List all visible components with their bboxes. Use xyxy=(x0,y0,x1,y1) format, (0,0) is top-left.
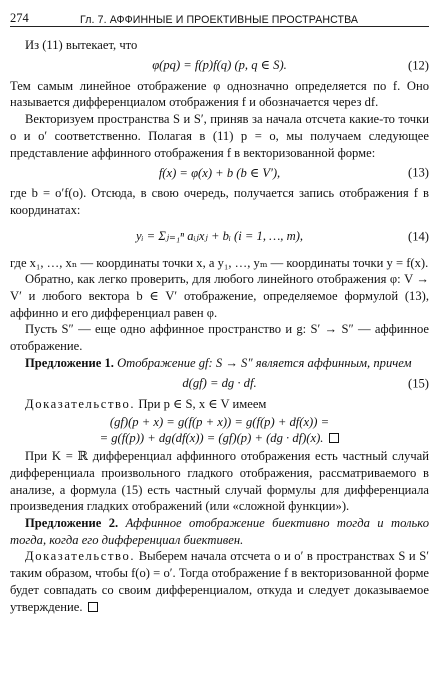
proposition-1-label: Предложение 1. xyxy=(25,355,114,370)
equation-13-number: (13) xyxy=(408,165,429,180)
qed-square-icon xyxy=(329,433,339,443)
converse-paragraph: Обратно, как легко проверить, для любого линейного отображения φ: V → V′ и любого вектора b ∈ V′ отображение, определяемое формулой (13), аффинно и его дифференциал равен φ. xyxy=(10,272,429,320)
proposition-1 xyxy=(10,355,429,372)
equation-15-body: d(gf) = dg · df. xyxy=(182,376,257,391)
equation-14 xyxy=(10,220,429,254)
equation-14-number: (14) xyxy=(408,229,429,244)
vectorize-paragraph: Векторизуем пространства S и S′, приняв за начала отсчета какие-то точки o и o′ соответственно. Полагая в (11) p = o, мы получаем следующее представление аффинного отображения f в векторизованной форме: xyxy=(10,112,429,160)
proof-1-text: При p ∈ S, x ∈ V имеем xyxy=(138,396,267,411)
proof-1 xyxy=(10,396,429,413)
equation-12-number: (12) xyxy=(408,58,429,73)
coordinates-paragraph: где x₁, …, xₙ — координаты точки x, а y₁, …, yₘ — координаты точки y = f(x). xyxy=(10,255,429,270)
equation-12 xyxy=(10,55,429,77)
intro-paragraph: Из (11) вытекает, что xyxy=(25,38,138,52)
equation-15 xyxy=(10,373,429,395)
equation-chain-line-2: = g(f(p)) + dg(df(x)) = (gf)(p) + (dg · df)(x). xyxy=(99,431,324,446)
where-paragraph: где b = o′f(o). Отсюда, в свою очередь, получается запись отображения f в координатах: xyxy=(10,186,429,217)
differential-paragraph: Тем самым линейное отображение φ однозначно определяется по f. Оно называется дифференциалом отображения f и обозначается через df. xyxy=(10,78,429,110)
proposition-2 xyxy=(10,515,429,548)
proposition-2-label: Предложение 2. xyxy=(25,516,119,531)
proposition-2-text: Аффинное отображение биективно тогда и только тогда, когда его дифференциал биективен. xyxy=(10,516,429,547)
equation-chain xyxy=(10,413,429,447)
let-paragraph: Пусть S″ — еще одно аффинное пространство и g: S′ → S″ — аффинное отображение. xyxy=(10,322,429,354)
proposition-1-text: Отображение gf: S → S″ является аффинным, причем xyxy=(117,355,412,370)
proof-2 xyxy=(10,548,429,615)
equation-14-body: yᵢ = Σⱼ₌₁ⁿ aᵢⱼxⱼ + bᵢ (i = 1, …, m), xyxy=(135,229,304,244)
running-header xyxy=(10,6,429,27)
proof-2-label: Доказательство. xyxy=(25,549,136,564)
proof-2-text: Выберем начала отсчета o и o′ в пространствах S и S′ таким образом, чтобы f(o) = o′. Тогда отображение f в векторизованной форме будет совпадать со своим дифференциалом, откуда и следует доказываемое утверждение. xyxy=(10,549,429,614)
proof-1-label: Доказательство. xyxy=(25,396,136,411)
equation-13-body: f(x) = φ(x) + b (b ∈ V′), xyxy=(158,165,281,180)
equation-chain-line-2-wrap xyxy=(100,430,340,447)
equation-12-body: φ(pq) = f(p)f(q) (p, q ∈ S). xyxy=(152,58,287,73)
equation-chain-line-1: (gf)(p + x) = g(f(p + x)) = g(f(p) + df(x)) = xyxy=(109,414,330,429)
running-title: Гл. 7. АФФИННЫЕ И ПРОЕКТИВНЫЕ ПРОСТРАНСТВА xyxy=(80,14,359,26)
equation-13 xyxy=(10,162,429,184)
qed-square-icon xyxy=(88,602,98,612)
special-case-paragraph: При K = ℝ дифференциал аффинного отображения есть частный случай дифференциала произвольного гладкого отображения, рассматриваемого в анализе, а формула (15) есть частный случай формулы для дифференциала произведения гладких отображений (или «сложной функции»). xyxy=(10,449,429,514)
page-number: 274 xyxy=(10,11,29,25)
page-body xyxy=(10,37,429,615)
equation-15-number: (15) xyxy=(408,376,429,391)
